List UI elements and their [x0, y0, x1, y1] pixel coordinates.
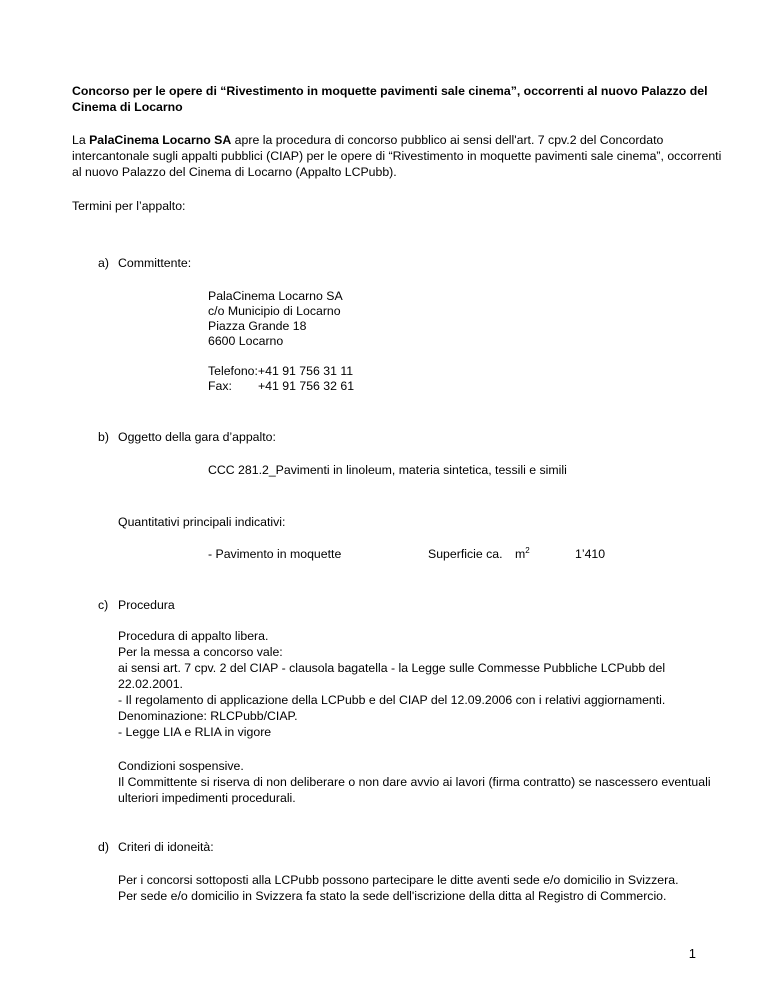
surface-label: Superficie ca.: [428, 547, 503, 561]
procedure-line-4: 22.02.2001.: [118, 677, 183, 691]
unit-base: m: [515, 547, 526, 561]
intro-line3: al nuovo Palazzo del Cinema di Locarno (Appalto LCPubb).: [72, 165, 397, 179]
intro-line1-rest: apre la procedura di concorso pubblico ai sensi dell'art. 7 cpv.2 del Concordato: [231, 133, 664, 147]
conditions-line-3: ulteriori impedimenti procedurali.: [118, 791, 296, 805]
quantity-item: - Pavimento in moquette: [208, 547, 342, 561]
ccc-line: CCC 281.2_Pavimenti in linoleum, materia sintetica, tessili e simili: [208, 463, 567, 477]
section-a-marker: a): [98, 256, 109, 270]
section-b-title: Oggetto della gara d’appalto:: [118, 430, 276, 444]
section-a-title: Committente:: [118, 256, 192, 270]
procedure-line-5: - Il regolamento di applicazione della LCPubb e del CIAP del 12.09.2006 con i relativi aggiornamenti.: [118, 693, 666, 707]
address-line-4: 6600 Locarno: [208, 334, 284, 348]
procedure-line-2: Per la messa a concorso vale:: [118, 645, 283, 659]
page-number: 1: [688, 946, 696, 961]
fax-value: +41 91 756 32 61: [258, 379, 355, 393]
phone-label: Telefono:: [208, 364, 258, 378]
intro-line2: intercantonale sugli appalti pubblici (CIAP) per le opere di “Rivestimento in moquette pavimenti sale cinema”, occorrenti: [72, 149, 722, 163]
procedure-line-1: Procedura di appalto libera.: [118, 629, 269, 643]
phone-row: [208, 364, 353, 380]
procedure-line-3: ai sensi art. 7 cpv. 2 del CIAP - clausola bagatella - la Legge sulle Commesse Pubbliche LCPubb del: [118, 661, 666, 675]
procedure-line-7: - Legge LIA e RLIA in vigore: [118, 725, 272, 739]
section-d-marker: d): [98, 840, 109, 854]
fax-label: Fax:: [208, 379, 232, 393]
conditions-line-2: Il Committente si riserva di non deliberare o non dare avvio ai lavori (firma contratto) se nascessero eventuali: [118, 775, 711, 789]
doc-title-line2: Cinema di Locarno: [72, 100, 183, 114]
surface-unit: [515, 547, 530, 563]
eligibility-line-1: Per i concorsi sottoposti alla LCPubb possono partecipare le ditte aventi sede e/o domicilio in Svizzera.: [118, 873, 679, 887]
intro-line1: [72, 133, 663, 149]
intro-prefix: La: [72, 133, 90, 147]
procedure-line-6: Denominazione: RLCPubb/CIAP.: [118, 709, 298, 723]
section-c-marker: c): [98, 598, 109, 612]
quantities-title: Quantitativi principali indicativi:: [118, 515, 286, 529]
terms-heading: Termini per l’appalto:: [72, 199, 186, 213]
unit-superscript: 2: [525, 545, 530, 555]
address-line-3: Piazza Grande 18: [208, 319, 307, 333]
section-b-marker: b): [98, 430, 109, 444]
phone-value: +41 91 756 31 11: [257, 364, 354, 378]
surface-quantity: 1’410: [575, 547, 606, 561]
conditions-line-1: Condizioni sospensive.: [118, 759, 244, 773]
intro-company: PalaCinema Locarno SA: [89, 133, 232, 147]
section-c-title: Procedura: [118, 598, 175, 612]
address-line-2: c/o Municipio di Locarno: [208, 304, 341, 318]
eligibility-line-2: Per sede e/o domicilio in Svizzera fa stato la sede dell'iscrizione della ditta al Registro di Commercio.: [118, 889, 667, 903]
doc-title-line1: Concorso per le opere di “Rivestimento in moquette pavimenti sale cinema”, occorrenti al nuovo Palazzo del: [72, 84, 708, 98]
section-d-title: Criteri di idoneità:: [118, 840, 214, 854]
address-line-1: PalaCinema Locarno SA: [208, 289, 343, 303]
